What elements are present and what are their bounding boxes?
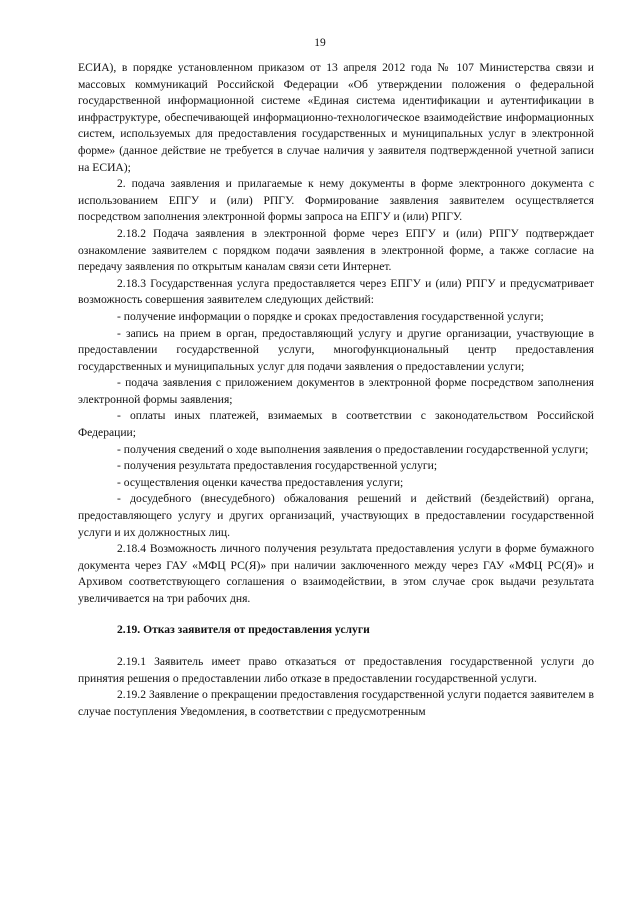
document-body (78, 60, 594, 721)
paragraph-2-19-1: 2.19.1 Заявитель имеет право отказаться от предоставления государственной услуги до принятия решения о предоставлении либо отказе в предоставлении государственной услуги. (78, 655, 594, 685)
section-heading-2-19: 2.19. Отказ заявителя от предоставления услуги (117, 622, 370, 636)
paragraph-esia-continuation: ЕСИА), в порядке установленном приказом от 13 апреля 2012 года № 107 Министерства связи и массовых коммуникаций Российской Федерации «Об утверждении положения о федеральной государственной информационной системе «Единая система идентификации и аутентификации в инфраструктуре, обеспечивающей информационно-технологическое взаимодействие информационных систем, используемых для предоставления государственных и муниципальных услуг в электронной форме» (данное действие не требуется в случае наличия у заявителя подтвержденной учетной записи на ЕСИА); (78, 61, 594, 174)
list-item-appeal: - досудебного (внесудебного) обжалования решений и действий (бездействий) органа, предоставляющего услугу и других организаций, участвующих в предоставлении государственной услуги и их должностных лиц. (78, 492, 594, 539)
list-item-submit-application: - подача заявления с приложением документов в электронной форме посредством заполнения электронной формы заявления; (78, 376, 594, 406)
paragraph-2-18-4: 2.18.4 Возможность личного получения результата предоставления услуги в форме бумажного документа через ГАУ «МФЦ РС(Я)» при наличии заключенного между через ГАУ «МФЦ РС(Я)» и Архивом соответствующего соглашения о взаимодействии, в этом случае срок выдачи результата увеличивается на три рабочих дня. (78, 542, 594, 605)
spacer (78, 638, 594, 654)
list-item-payments: - оплаты иных платежей, взимаемых в соответствии с законодательством Российской Федерации; (78, 409, 594, 440)
list-item-appointment: - запись на прием в орган, предоставляющий услугу и другие организации, участвующие в предоставлении государственной услуги, многофункциональный центр предоставления государственных и муниципальных услуг для подачи заявления о предоставлении услуги; (78, 326, 594, 373)
paragraph-2-19-2: 2.19.2 Заявление о прекращении предоставления государственной услуги подается заявителем в случае поступления Уведомления, в соответствии с предусмотренным (78, 688, 594, 718)
spacer (78, 608, 594, 622)
list-item-information: - получение информации о порядке и сроках предоставления государственной услуги; (117, 309, 544, 323)
list-item-quality-rating: - осуществления оценки качества предоставления услуги; (117, 475, 404, 489)
list-item-status-info: - получения сведений о ходе выполнения заявления о предоставлении государственной услуги; (117, 442, 589, 456)
paragraph-item-2-submission: 2. подача заявления и прилагаемые к нему документы в форме электронного документа с использованием ЕПГУ и (или) РПГУ. Формирование заявления заявителем осуществляется посредством заполнения электронной формы запроса на ЕПГУ и (или) РПГУ. (78, 177, 594, 224)
list-item-result: - получения результата предоставления государственной услуги; (117, 459, 438, 473)
paragraph-2-18-3: 2.18.3 Государственная услуга предоставляется через ЕПГУ и (или) РПГУ и предусматривает возможность совершения заявителем следующих действий: (78, 276, 594, 307)
page-number: 19 (314, 37, 326, 49)
paragraph-2-18-2: 2.18.2 Подача заявления в электронной форме через ЕПГУ и (или) РПГУ подтверждает ознакомление заявителем с порядком подачи заявления в электронной форме, а также согласие на передачу заявления по открытым каналам связи сети Интернет. (78, 226, 594, 274)
